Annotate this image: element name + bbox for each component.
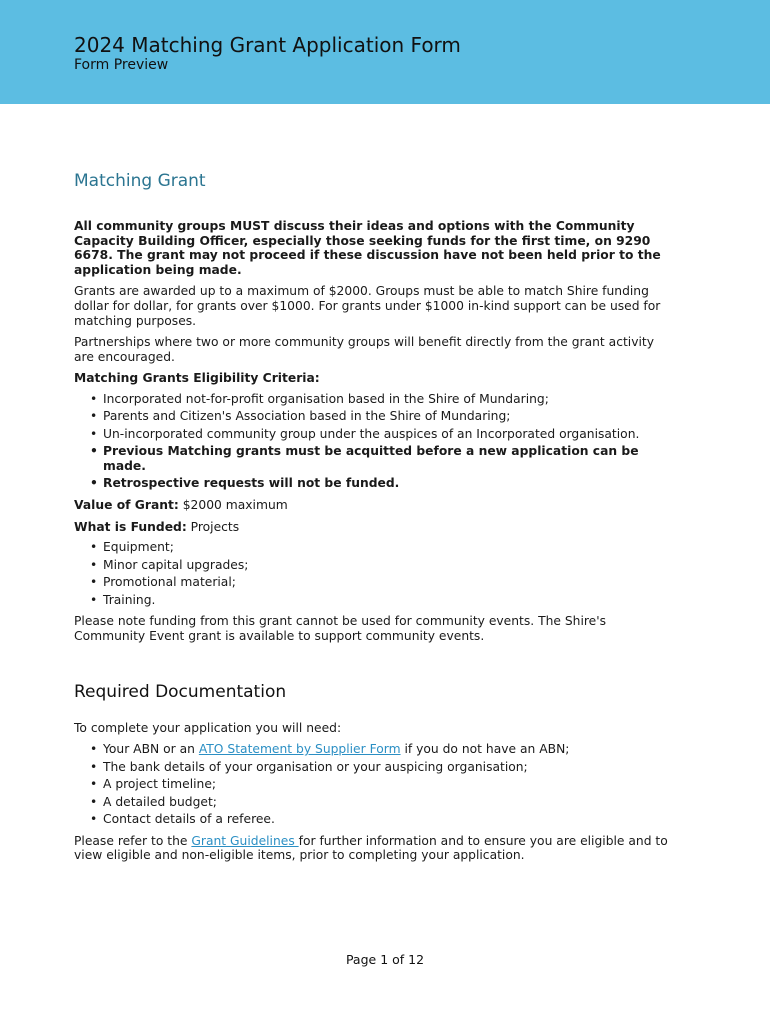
list-item: • Incorporated not-for-profit organisation based in the Shire of Mundaring;: [90, 392, 674, 407]
grant-amount-paragraph: Grants are awarded up to a maximum of $2000. Groups must be able to match Shire funding dollar for dollar, for grants over $1000. For grants under $1000 in-kind support can be used for matching purposes.: [74, 284, 661, 328]
guidelines-paragraph: [74, 834, 674, 863]
list-item: • Un-incorporated community group under the auspices of an Incorporated organisation.: [90, 427, 674, 442]
list-item: • A detailed budget;: [90, 795, 674, 810]
list-item: • A project timeline;: [90, 777, 674, 792]
list-item: • Parents and Citizen's Association based in the Shire of Mundaring;: [90, 409, 674, 424]
list-item: • Previous Matching grants must be acquitted before a new application can be made.: [90, 444, 674, 473]
form-title: 2024 Matching Grant Application Form: [74, 33, 461, 57]
required-documentation-heading: Required Documentation: [74, 682, 287, 703]
list-item: • Promotional material;: [90, 575, 674, 590]
form-content: [74, 170, 674, 863]
list-item: • Retrospective requests will not be funded.: [90, 476, 674, 491]
eligibility-heading: Matching Grants Eligibility Criteria:: [74, 371, 320, 386]
grant-value-line: [74, 498, 674, 513]
guidelines-suffix: for further information and to ensure you are eligible and to view eligible and non-eligible items, prior to completing your application.: [74, 833, 668, 863]
page-number: Page 1 of 12: [345, 952, 425, 967]
eligibility-list: [74, 392, 674, 491]
events-note: Please note funding from this grant cannot be used for community events. The Shire's Community Event grant is available to support community events.: [74, 614, 607, 643]
list-item: • Training.: [90, 593, 674, 608]
grant-value-label: Value of Grant:: [74, 498, 179, 513]
matching-grant-heading: Matching Grant: [74, 171, 206, 191]
abn-suffix: if you do not have an ABN;: [400, 742, 570, 757]
list-item: [90, 742, 674, 757]
grant-guidelines-link[interactable]: Grant Guidelines: [191, 833, 299, 848]
list-item: • The bank details of your organisation or your auspicing organisation;: [90, 760, 674, 775]
funded-list: [74, 540, 674, 607]
partnerships-paragraph: Partnerships where two or more community groups will benefit directly from the grant activity are encouraged.: [74, 335, 654, 364]
funded-label: What is Funded:: [74, 519, 187, 534]
grant-value-text: $2000 maximum: [178, 498, 288, 513]
guidelines-prefix: Please refer to the: [74, 833, 192, 848]
form-subtitle: Form Preview: [74, 57, 169, 73]
funded-text: Projects: [186, 519, 240, 534]
list-item: • Equipment;: [90, 540, 674, 555]
funded-line: [74, 520, 674, 535]
header-banner: [0, 0, 770, 104]
intro-notice: All community groups MUST discuss their ideas and options with the Community Capacity Building Officer, especially those seeking funds for the first time, on 9290 6678. The grant may not proceed if these discussion have not been held prior to the application being made.: [74, 219, 661, 277]
documentation-list: [74, 742, 674, 827]
ato-statement-link[interactable]: ATO Statement by Supplier Form: [198, 742, 401, 757]
abn-prefix: Your ABN or an: [103, 742, 199, 757]
list-item: • Minor capital upgrades;: [90, 558, 674, 573]
list-item: • Contact details of a referee.: [90, 812, 674, 827]
documentation-intro: To complete your application you will need:: [74, 721, 342, 736]
